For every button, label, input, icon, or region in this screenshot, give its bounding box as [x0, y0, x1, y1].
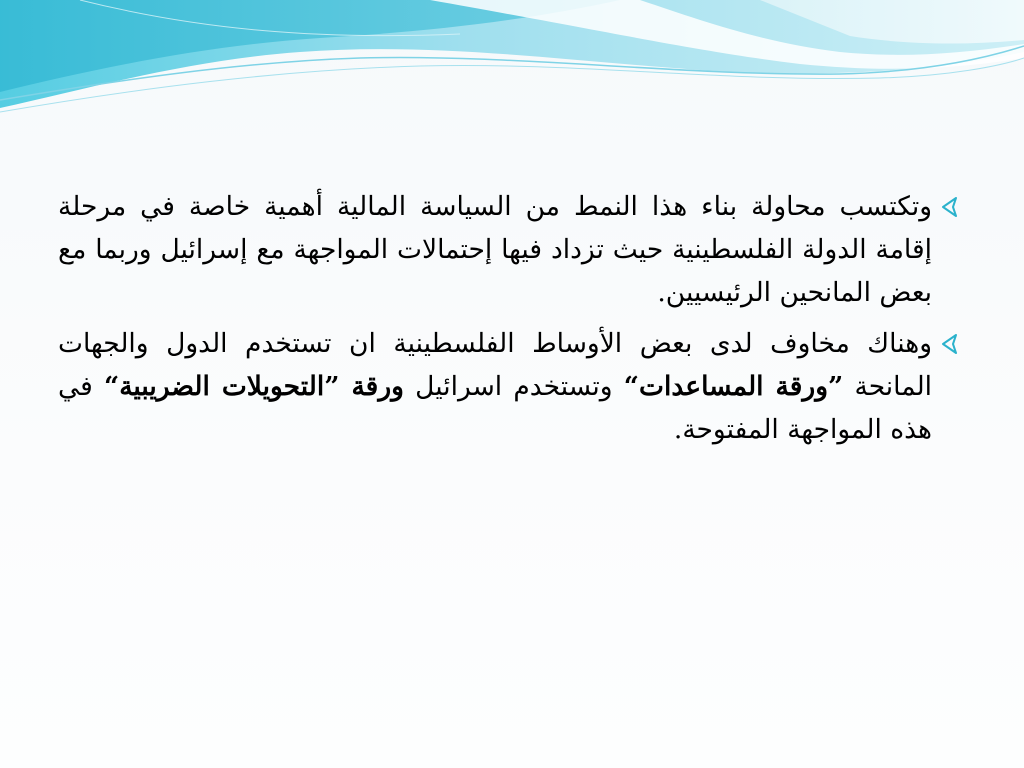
bullet-list: [58, 186, 958, 460]
bullet-text-2-bold2: ورقة ”التحويلات الضريبية“: [103, 370, 404, 402]
arrow-bullet-icon: [940, 196, 958, 218]
bullet-text-1: وتكتسب محاولة بناء هذا النمط من السياسة المالية أهمية خاصة في مرحلة إقامة الدولة الفلسطينية حيث تزداد فيها إحتمالات المواجهة مع إسرائيل وربما مع بعض المانحين الرئيسيين.: [58, 191, 932, 308]
bullet-item-1: [58, 186, 958, 315]
bullet-text-2-part1: وهناك مخاوف لدى بعض الأوساط الفلسطينية ان تستخدم الدول والجهات المانحة: [58, 327, 933, 402]
bullet-text-2-bold1: ”ورقة المساعدات“: [623, 370, 844, 402]
header-wave-decoration: [0, 0, 1024, 130]
bullet-item-2: [58, 323, 958, 452]
bullet-text-2-part3: في هذه المواجهة المفتوحة.: [58, 370, 932, 445]
bullet-text-2-part2: وتستخدم اسرائيل: [403, 370, 624, 402]
arrow-bullet-icon: [940, 333, 958, 355]
